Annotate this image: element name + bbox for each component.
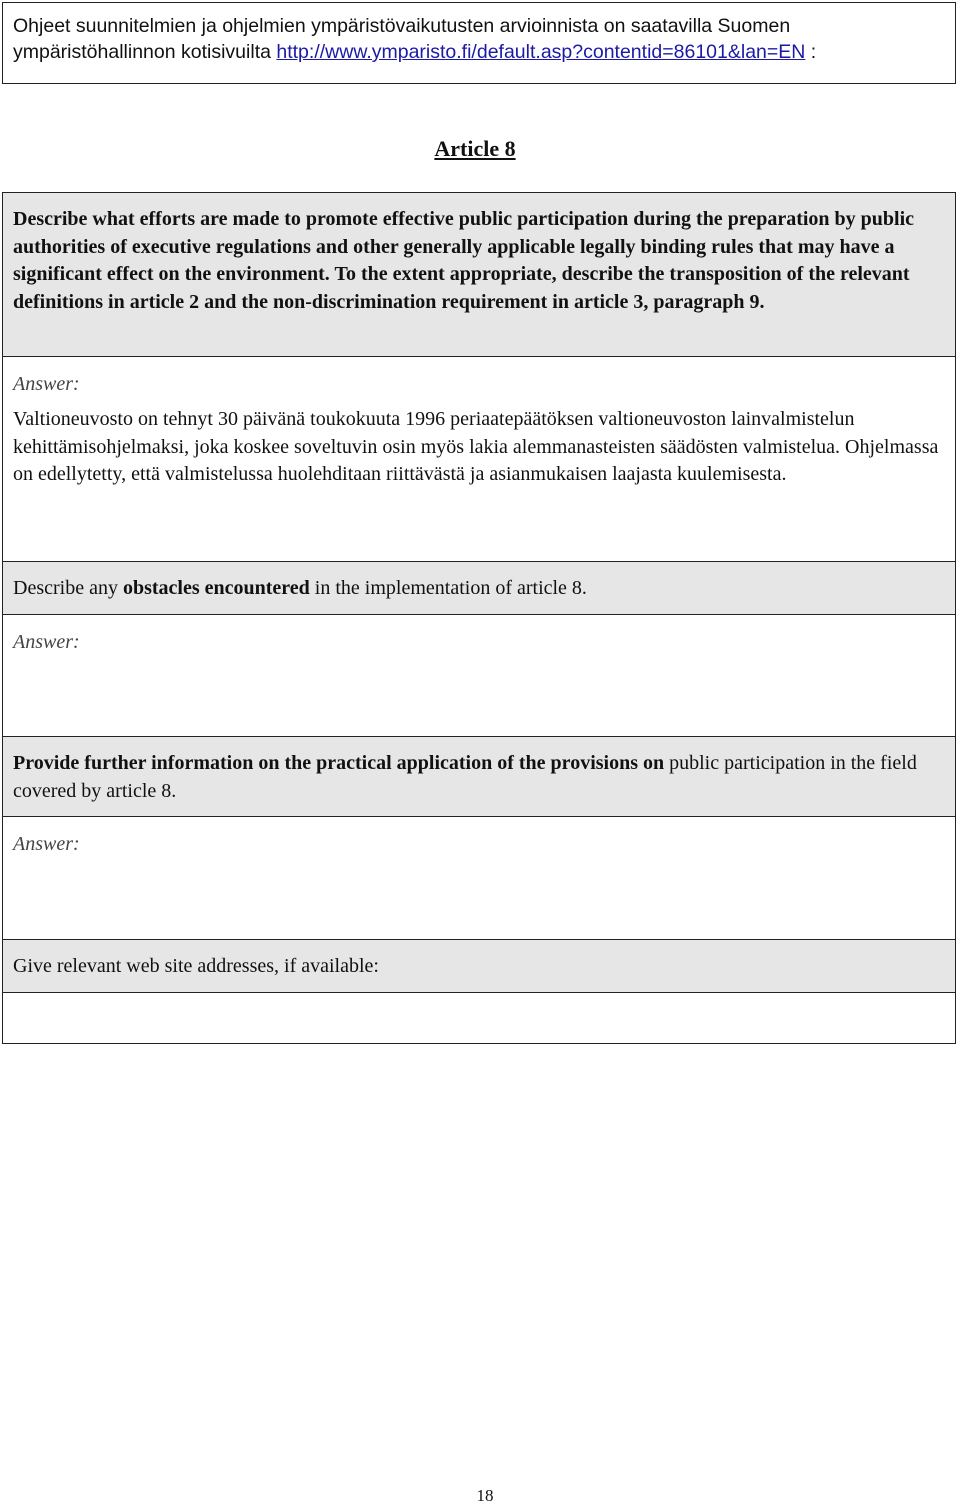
article-title: Article 8 <box>434 136 516 161</box>
answer-2-row <box>3 614 955 736</box>
intro-box <box>2 2 956 84</box>
page-number: 18 <box>476 1486 494 1505</box>
question-1-text: Describe what efforts are made to promote effective public participation during the preparation by public authorities of executive regulations and other generally applicable legally binding rules that may have a significant effect on the environment. To the extent appropriate, describe the transposition of the relevant definitions in article 2 and the non-discrimination requirement in article 3, paragraph 9. <box>13 208 915 313</box>
answer-3-label: Answer: <box>13 833 80 855</box>
question-3-row <box>3 736 955 816</box>
intro-suffix: : <box>805 41 817 63</box>
answer-1-text: Valtioneuvosto on tehnyt 30 päivänä toukokuuta 1996 periaatepäätöksen valtioneuvoston lainvalmistelun kehittämisohjelmaksi, joka koskee soveltuvin osin myös lakia alemmanasteisten säädösten valmistelua. Ohjelmassa on edellytetty, että valmistelussa huolehditaan riittävästä ja asianmukaisen laajasta kuulemisesta. <box>13 408 939 485</box>
answer-4-row <box>3 992 955 1043</box>
answer-3-row <box>3 816 955 939</box>
question-4-row <box>3 939 955 992</box>
question-1-row <box>3 193 955 356</box>
question-4-text: Give relevant web site addresses, if available: <box>13 955 379 977</box>
question-2-row <box>3 561 955 614</box>
question-2-text: Describe any obstacles encountered in the implementation of article 8. <box>13 577 587 599</box>
question-3-text: Provide further information on the practical application of the provisions on public participation in the field covered by article 8. <box>13 752 917 802</box>
ymparisto-link[interactable]: http://www.ymparisto.fi/default.asp?contentid=86101&lan=EN <box>276 41 806 63</box>
answer-2-label: Answer: <box>13 631 80 653</box>
answer-1-row <box>3 356 955 561</box>
answer-1-label: Answer: <box>13 373 80 395</box>
article-8-table <box>2 192 956 1044</box>
intro-text: Ohjeet suunnitelmien ja ohjelmien ympäristövaikutusten arvioinnista on saatavilla Suomen ympäristöhallinnon kotisivuilta <box>13 15 791 63</box>
